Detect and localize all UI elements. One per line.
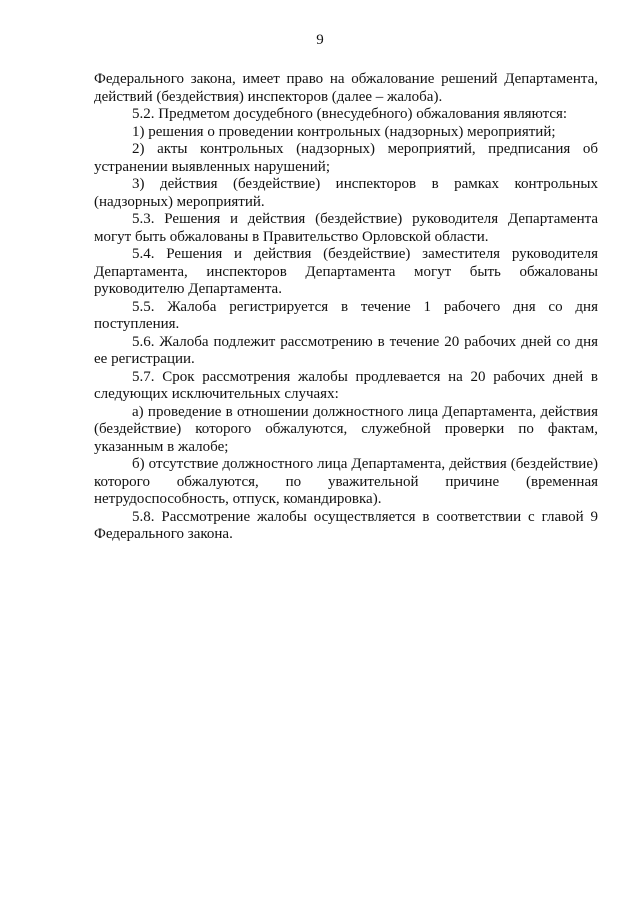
paragraph-5-4: 5.4. Решения и действия (бездействие) заместителя руководителя Департамента, инспекторов Департамента могут быть обжалованы руководителю Департамента.	[94, 246, 598, 297]
list-item-2: 2) акты контрольных (надзорных) мероприятий, предписания об устранении выявленных нарушений;	[94, 141, 598, 175]
list-item-3: 3) действия (бездействие) инспекторов в рамках контрольных (надзорных) мероприятий.	[94, 176, 598, 210]
paragraph-5-2: 5.2. Предметом досудебного (внесудебного) обжалования являются:	[132, 106, 568, 122]
page-number: 9	[316, 32, 324, 48]
paragraph-5-7: 5.7. Срок рассмотрения жалобы продлевается на 20 рабочих дней в следующих исключительных случаях:	[94, 368, 598, 402]
list-item-1: 1) решения о проведении контрольных (надзорных) мероприятий;	[132, 123, 556, 140]
document-body	[94, 71, 598, 544]
paragraph-5-8: 5.8. Рассмотрение жалобы осуществляется в соответствии с главой 9 Федерального закона.	[94, 508, 598, 542]
paragraph-continuation: Федерального закона, имеет право на обжалование решений Департамента, действий (бездействия) инспекторов (далее – жалоба).	[94, 71, 598, 105]
list-item-a: а) проведение в отношении должностного лица Департамента, действия (бездействие) которого обжалуются, служебной проверки по фактам, указанным в жалобе;	[94, 403, 598, 455]
paragraph-5-3: 5.3. Решения и действия (бездействие) руководителя Департамента могут быть обжалованы в Правительство Орловской области.	[94, 211, 598, 245]
paragraph-5-6: 5.6. Жалоба подлежит рассмотрению в течение 20 рабочих дней со дня ее регистрации.	[94, 333, 598, 367]
paragraph-5-5: 5.5. Жалоба регистрируется в течение 1 рабочего дня со дня поступления.	[94, 298, 598, 332]
list-item-b: б) отсутствие должностного лица Департамента, действия (бездействие) которого обжалуются, по уважительной причине (временная нетрудоспособность, отпуск, командировка).	[94, 456, 598, 507]
